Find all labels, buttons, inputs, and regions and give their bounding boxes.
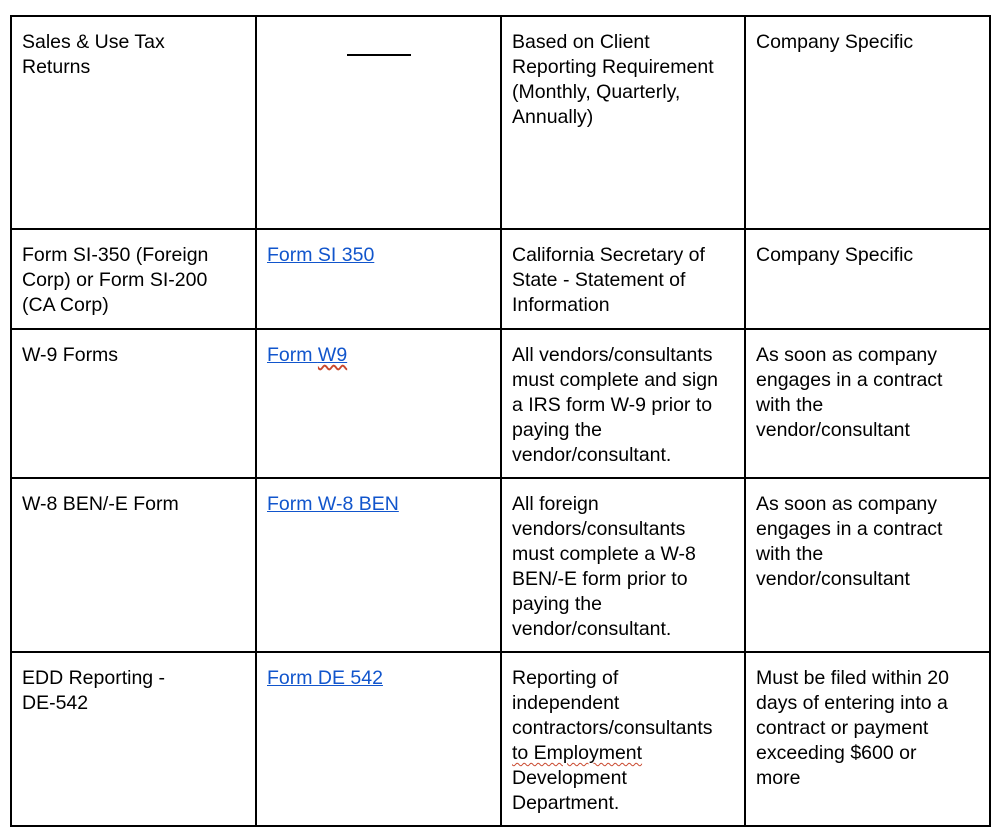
due-line: engages in a contract: [756, 518, 943, 540]
due-line: exceeding $600 or: [756, 742, 917, 764]
description-line: All foreign: [512, 493, 599, 515]
due-cell: [745, 652, 990, 826]
description-cell: [501, 329, 745, 478]
form-w9-link-prefix: Form: [267, 344, 318, 366]
due-line: more: [756, 767, 801, 789]
description-line: Information: [512, 294, 610, 316]
form-link-cell: [256, 229, 501, 329]
description-line: must complete and sign: [512, 369, 718, 391]
description-line: State - Statement of: [512, 269, 686, 291]
description-cell: [501, 652, 745, 826]
description-line: All vendors/consultants: [512, 344, 713, 366]
form-link-cell: [256, 329, 501, 478]
table-row: [11, 478, 990, 652]
form-link-cell: [256, 652, 501, 826]
description-cell: [501, 229, 745, 329]
filing-name-line: Returns: [22, 56, 91, 78]
due-line: As soon as company: [756, 493, 938, 515]
due-line: Must be filed within 20: [756, 667, 949, 689]
description-line: Annually): [512, 106, 594, 128]
filing-name-line: W-8 BEN/-E Form: [22, 493, 179, 515]
form-link-cell: [256, 478, 501, 652]
form-w9-link-suffix: W9: [317, 344, 348, 366]
form-si-350-link[interactable]: Form SI 350: [267, 244, 375, 266]
description-line: Department.: [512, 792, 620, 814]
filing-name-cell: [11, 229, 256, 329]
due-line: As soon as company: [756, 344, 938, 366]
filing-name-line: W-9 Forms: [22, 344, 119, 366]
due-cell: [745, 16, 990, 229]
due-line: Company Specific: [756, 31, 914, 53]
description-line: vendors/consultants: [512, 518, 686, 540]
filing-name-cell: [11, 329, 256, 478]
form-link-cell: [256, 16, 501, 229]
due-line: engages in a contract: [756, 369, 943, 391]
description-line: contractors/consultants: [512, 717, 713, 739]
filing-name-cell: [11, 652, 256, 826]
description-cell: [501, 478, 745, 652]
due-cell: [745, 478, 990, 652]
description-line-spellcheck: to Employment: [512, 742, 643, 764]
description-line: Development: [512, 767, 627, 789]
filing-name-cell: [11, 16, 256, 229]
due-line: vendor/consultant: [756, 568, 910, 590]
description-cell: [501, 16, 745, 229]
description-line: vendor/consultant.: [512, 444, 672, 466]
due-line: contract or payment: [756, 717, 929, 739]
filing-name-line: Form SI-350 (Foreign: [22, 244, 209, 266]
due-line: Company Specific: [756, 244, 914, 266]
table-row: [11, 16, 990, 229]
description-line: paying the: [512, 419, 602, 441]
due-line: days of entering into a: [756, 692, 948, 714]
due-line: with the: [756, 394, 824, 416]
form-w9-link[interactable]: [267, 343, 490, 368]
blank-placeholder-line: [347, 30, 411, 56]
description-line: BEN/-E form prior to: [512, 568, 688, 590]
description-line: (Monthly, Quarterly,: [512, 81, 681, 103]
due-cell: [745, 229, 990, 329]
filing-name-cell: [11, 478, 256, 652]
table-row: [11, 329, 990, 478]
due-line: with the: [756, 543, 824, 565]
filing-name-line: Corp) or Form SI-200: [22, 269, 208, 291]
filing-name-line: EDD Reporting -: [22, 667, 166, 689]
description-line: independent: [512, 692, 620, 714]
description-line: California Secretary of: [512, 244, 705, 266]
due-cell: [745, 329, 990, 478]
filing-name-line: Sales & Use Tax: [22, 31, 165, 53]
description-line: Reporting of: [512, 667, 619, 689]
description-line: Reporting Requirement: [512, 56, 714, 78]
requirements-table: [10, 15, 991, 827]
description-line: Based on Client: [512, 31, 650, 53]
description-line: must complete a W-8: [512, 543, 696, 565]
description-line: a IRS form W-9 prior to: [512, 394, 713, 416]
description-line: paying the: [512, 593, 602, 615]
description-line: vendor/consultant.: [512, 618, 672, 640]
table-row: [11, 229, 990, 329]
due-line: vendor/consultant: [756, 419, 910, 441]
table-row: [11, 652, 990, 826]
form-w8-ben-link[interactable]: Form W-8 BEN: [267, 493, 399, 515]
filing-name-line: DE-542: [22, 692, 89, 714]
form-de-542-link[interactable]: Form DE 542: [267, 667, 383, 689]
filing-name-line: (CA Corp): [22, 294, 109, 316]
